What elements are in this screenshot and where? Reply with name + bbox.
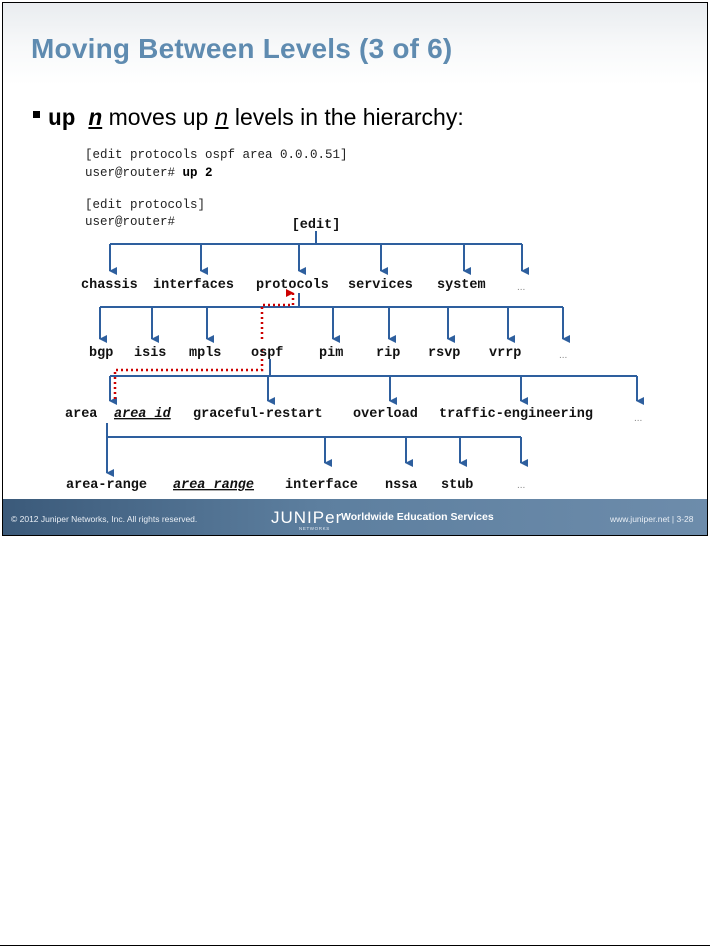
page-bottom-rule: [0, 945, 710, 946]
node-bgp: bgp: [89, 346, 114, 361]
slide-title: Moving Between Levels (3 of 6): [31, 33, 453, 64]
node-rip: rip: [376, 346, 401, 361]
node-area-id: area_id: [114, 407, 171, 422]
node-area-range: area-range: [66, 478, 148, 493]
connectors-level4: [107, 423, 521, 473]
node-more-1: ...: [517, 282, 526, 293]
node-more-4: ...: [517, 480, 526, 491]
node-system: system: [437, 278, 486, 293]
slide: [2, 2, 708, 536]
connectors-level3: [110, 359, 637, 401]
node-nssa: nssa: [385, 478, 418, 493]
slide-footer: [3, 499, 707, 535]
bullet-cmd: up: [48, 106, 76, 132]
hierarchy-diagram: [3, 3, 707, 499]
footer-url: www.juniper.net | 3-28: [610, 514, 694, 524]
footer-org: Worldwide Education Services: [341, 511, 494, 523]
node-area-range-value: area_range: [173, 478, 255, 493]
connectors-level2: [100, 293, 563, 339]
cli-prompt-2: user@router#: [85, 215, 176, 229]
node-ospf: ospf: [251, 346, 284, 361]
node-pim: pim: [319, 346, 344, 361]
juniper-logo-sub: NETWORKS: [299, 526, 330, 531]
node-traffic-engineering: traffic-engineering: [439, 407, 593, 422]
node-overload: overload: [353, 407, 418, 422]
node-protocols: protocols: [256, 278, 329, 293]
node-isis: isis: [134, 346, 167, 361]
juniper-logo: JUNIPer: [271, 508, 343, 527]
connectors-level1: [110, 231, 522, 271]
bullet-arg: n: [88, 106, 103, 132]
cli-prompt-1: user@router#: [85, 166, 183, 180]
node-root: [edit]: [291, 218, 341, 233]
node-services: services: [348, 278, 413, 293]
node-vrrp: vrrp: [489, 346, 522, 361]
cli-line-3: [edit protocols]: [85, 198, 206, 212]
node-chassis: chassis: [81, 278, 138, 293]
node-interface: interface: [285, 478, 358, 493]
node-interfaces: interfaces: [153, 278, 235, 293]
node-mpls: mpls: [189, 346, 222, 361]
bullet-arg2: n: [214, 106, 229, 132]
cli-command: up 2: [182, 166, 213, 180]
node-rsvp: rsvp: [428, 346, 461, 361]
node-stub: stub: [441, 478, 474, 493]
bullet-text2: levels in the hierarchy:: [234, 104, 464, 130]
cli-line-1: [edit protocols ospf area 0.0.0.51]: [85, 148, 348, 162]
bullet-text1: moves up: [108, 104, 209, 130]
node-graceful-restart: graceful-restart: [193, 407, 323, 422]
node-more-3: ...: [634, 413, 643, 424]
node-more-2: ...: [559, 350, 568, 361]
footer-copyright: © 2012 Juniper Networks, Inc. All rights reserved.: [11, 514, 198, 524]
node-area: area: [65, 407, 98, 422]
